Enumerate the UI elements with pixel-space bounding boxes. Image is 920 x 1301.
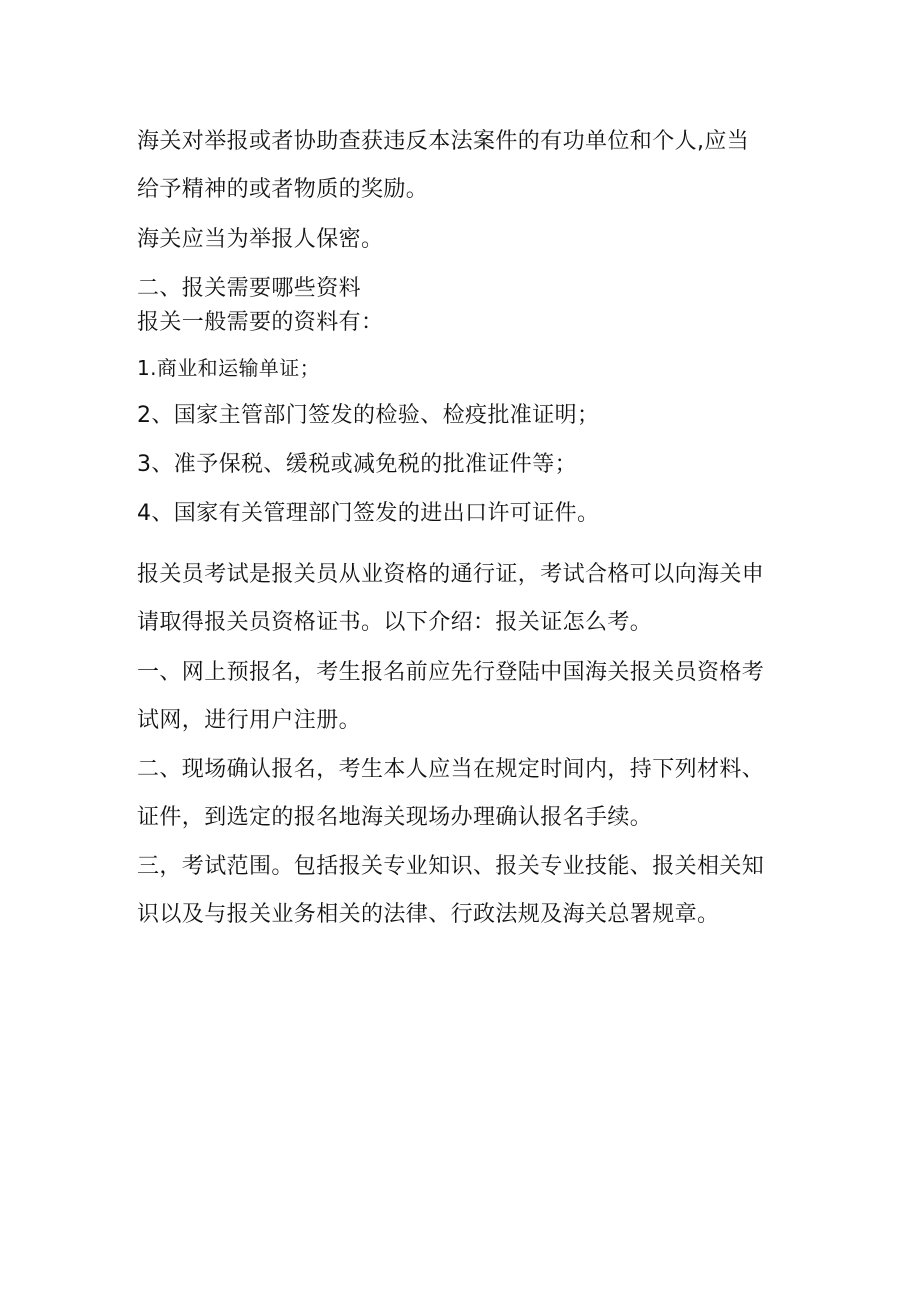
paragraph-line: 海关应当为举报人保密。 bbox=[137, 227, 384, 252]
paragraph-line: 海关对举报或者协助查获违反本法案件的有功单位和个人,应当 bbox=[137, 129, 750, 154]
list-item: 1.商业和运输单证； bbox=[137, 356, 321, 380]
paragraph-line: 证件，到选定的报名地海关现场办理确认报名手续。 bbox=[137, 805, 653, 830]
paragraph-line: 报关员考试是报关员从业资格的通行证，考试合格可以向海关申 bbox=[137, 562, 765, 587]
paragraph-line: 请取得报关员资格证书。以下介绍：报关证怎么考。 bbox=[137, 610, 653, 635]
list-item: 4、国家有关管理部门签发的进出口许可证件。 bbox=[137, 501, 600, 526]
list-item: 3、准予保税、缓税或减免税的批准证件等； bbox=[137, 452, 577, 477]
paragraph-line: 报关一般需要的资料有： bbox=[137, 310, 384, 335]
section-heading: 二、报关需要哪些资料 bbox=[137, 276, 362, 301]
paragraph-line: 给予精神的或者物质的奖励。 bbox=[137, 177, 429, 202]
paragraph-line: 试网，进行用户注册。 bbox=[137, 708, 362, 733]
paragraph-line: 二、现场确认报名，考生本人应当在规定时间内，持下列材料、 bbox=[137, 757, 765, 782]
paragraph-line: 一、网上预报名，考生报名前应先行登陆中国海关报关员资格考 bbox=[137, 660, 765, 685]
paragraph-line: 三，考试范围。包括报关专业知识、报关专业技能、报关相关知 bbox=[137, 854, 765, 879]
paragraph-line: 识以及与报关业务相关的法律、行政法规及海关总署规章。 bbox=[137, 902, 720, 927]
list-item: 2、国家主管部门签发的检验、检疫批准证明； bbox=[137, 403, 600, 428]
